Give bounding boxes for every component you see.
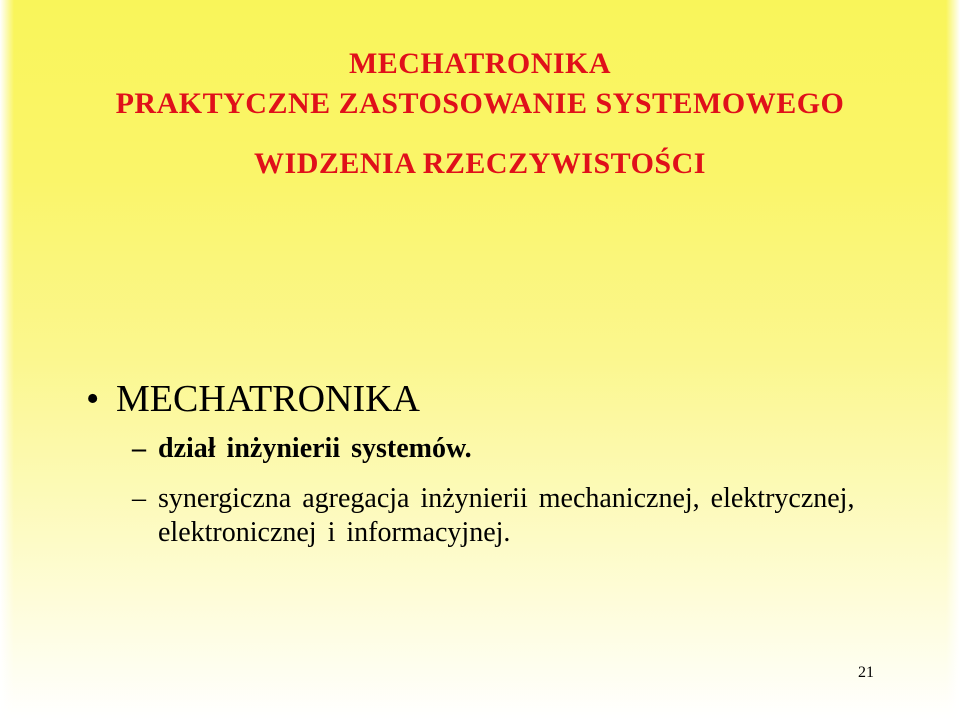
slide-body xyxy=(86,376,906,550)
right-edge-fade xyxy=(946,0,960,720)
slide-number: 21 xyxy=(858,664,874,681)
bullet-marker: • xyxy=(86,378,100,420)
sub-item-1 xyxy=(132,432,906,466)
slide-title-line-2: PRAKTYCZNE ZASTOSOWANIE SYSTEMOWEGO xyxy=(115,87,845,120)
slide-title xyxy=(20,44,940,184)
bullet-text: MECHATRONIKA xyxy=(116,378,420,420)
sub-item-2 xyxy=(132,482,906,550)
slide-title-line-3: WIDZENIA RZECZYWISTOŚCI xyxy=(254,147,706,180)
sub-item-2-text: synergiczna agregacja inżynierii mechanicznej, elektrycznej, elektronicznej i informacyjnej. xyxy=(158,483,855,548)
sub-item-1-text: dział inżynierii systemów. xyxy=(158,433,472,464)
sub-item-2-marker: – xyxy=(132,483,146,514)
left-edge-fade xyxy=(0,0,14,720)
sub-item-1-marker: – xyxy=(132,433,146,464)
bullet-item xyxy=(86,376,906,422)
slide-title-line-1: MECHATRONIKA xyxy=(348,47,612,80)
